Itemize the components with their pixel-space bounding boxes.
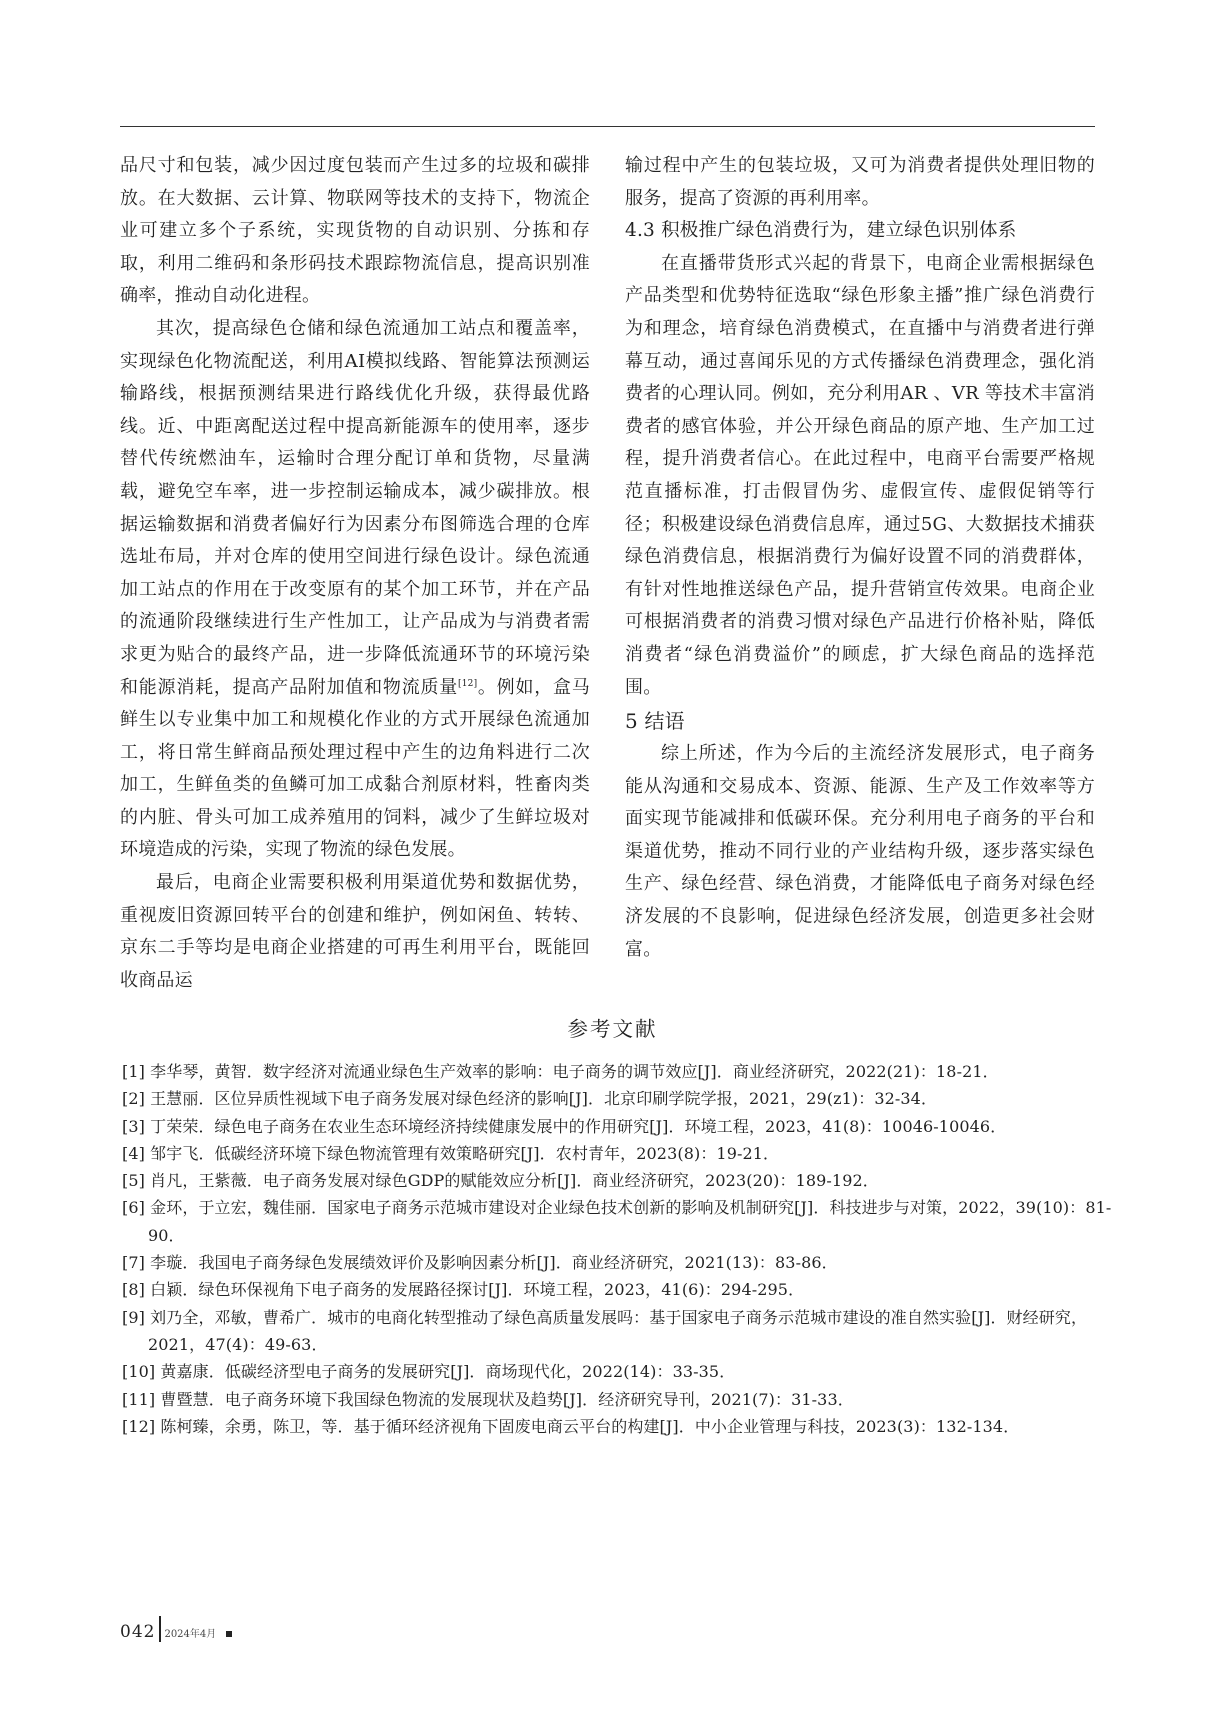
left-paragraph-continued: 品尺寸和包装，减少因过度包装而产生过多的垃圾和碳排放。在大数据、云计算、物联网等技术的支持下，物流企业可建立多个子系统，实现货物的自动识别、分拣和存取，利用二维码和条形码技术跟踪物流信息，提高识别准确率，推动自动化进程。	[120, 155, 590, 307]
right-paragraph-live-streaming: 在直播带货形式兴起的背景下，电商企业需根据绿色产品类型和优势特征选取“绿色形象主播”推广绿色消费行为和理念，培育绿色消费模式，在直播中与消费者进行弹幕互动，通过喜闻乐见的方式传播绿色消费理念，强化消费者的心理认同。例如，充分利用AR 、VR 等技术丰富消费者的感官体验，并公开绿色商品的原产地、生产加工过程，提升消费者信心。在此过程中，电商平台需要严格规范直播标准，打击假冒伪劣、虚假宣传、虚假促销等行径；积极建设绿色消费信息库，通过5G、大数据技术捕获绿色消费信息，根据消费行为偏好设置不同的消费群体，有针对性地推送绿色产品，提升营销宣传效果。电商企业可根据消费者的消费习惯对绿色产品进行价格补贴，降低消费者“绿色消费溢价”的顾虑，扩大绿色商品的选择范围。	[625, 252, 1095, 698]
left-paragraph-second	[120, 313, 590, 867]
right-paragraph-continued: 输过程中产生的包装垃圾，又可为消费者提供处理旧物的服务，提高了资源的再利用率。	[625, 155, 1095, 209]
reference-item: [7] 李璇．我国电子商务绿色发展绩效评价及影响因素分析[J]．商业经济研究，2021(13)：83-86．	[122, 1253, 838, 1273]
left-paragraph-second-text-b: 。例如，盒马鲜生以专业集中加工和规模化作业的方式开展绿色流通加工，将日常生鲜商品预处理过程中产生的边角料进行二次加工，生鲜鱼类的鱼鳞可加工成黏合剂原材料，牲畜肉类的内脏、骨头可加工成养殖用的饲料，减少了生鲜垃圾对环境造成的污染，实现了物流的绿色发展。	[120, 676, 590, 861]
square-bullet-icon	[226, 1631, 232, 1637]
header-rule	[120, 126, 1095, 127]
issue-date: 2024年4月	[164, 1629, 217, 1640]
reference-item: [5] 肖凡，王紫薇．电子商务发展对绿色GDP的赋能效应分析[J]．商业经济研究，2023(20)：189-192．	[122, 1171, 879, 1191]
reference-list	[122, 1058, 1122, 1440]
reference-item: [11] 曹暨慧．电子商务环境下我国绿色物流的发展现状及趋势[J]．经济研究导刊，2021(7)：31-33．	[122, 1389, 854, 1409]
reference-item: [8] 白颖．绿色环保视角下电子商务的发展路径探讨[J]．环境工程，2023，41(6)：294-295．	[122, 1280, 805, 1300]
section-heading-4-3: 4.3 积极推广绿色消费行为，建立绿色识别体系	[625, 220, 1017, 242]
left-column	[120, 150, 590, 997]
right-column	[625, 150, 1095, 966]
references-title: 参考文献	[567, 1017, 658, 1041]
right-paragraph-conclusion: 综上所述，作为今后的主流经济发展形式，电子商务能从沟通和交易成本、资源、能源、生产及工作效率等方面实现节能减排和低碳环保。充分利用电子商务的平台和渠道优势，推动不同行业的产业结构升级，逐步落实绿色生产、绿色经营、绿色消费，才能降低电子商务对绿色经济发展的不良影响，促进绿色经济发展，创造更多社会财富。	[625, 743, 1095, 960]
left-paragraph-second-text-a: 其次，提高绿色仓储和绿色流通加工站点和覆盖率，实现绿色化物流配送，利用AI模拟线路、智能算法预测运输路线，根据预测结果进行路线优化升级，获得最优路线。近、中距离配送过程中提高新能源车的使用率，逐步替代传统燃油车，运输时合理分配订单和货物，尽量满载，避免空车率，进一步控制运输成本，减少碳排放。根据运输数据和消费者偏好行为因素分布图筛选合理的仓库选址布局，并对仓库的使用空间进行绿色设计。绿色流通加工站点的作用在于改变原有的某个加工环节，并在产品的流通阶段继续进行生产性加工，让产品成为与消费者需求更为贴合的最终产品，进一步降低流通环节的环境污染和能源消耗，提高产品附加值和物流质量	[120, 317, 590, 698]
reference-item: [3] 丁荣荣．绿色电子商务在农业生态环境经济持续健康发展中的作用研究[J]．环境工程，2023，41(8)：10046-10046．	[122, 1116, 1007, 1136]
reference-item: [9] 刘乃全，邓敏，曹希广．城市的电商化转型推动了绿色高质量发展吗：基于国家电子商务示范城市建设的准自然实验[J]．财经研究，2021，47(4)：49-63．	[122, 1307, 1088, 1354]
reference-item: [4] 邹宇飞．低碳经济环境下绿色物流管理有效策略研究[J]．农村青年，2023(8)：19-21．	[122, 1143, 780, 1163]
citation-12[interactable]: [12]	[458, 678, 478, 689]
section-heading-5: 5 结语	[625, 709, 685, 734]
left-paragraph-third: 最后，电商企业需要积极利用渠道优势和数据优势，重视废旧资源回转平台的创建和维护，例如闲鱼、转转、京东二手等均是电商企业搭建的可再生利用平台，既能回收商品运	[120, 872, 590, 991]
page-number: 042	[120, 1622, 156, 1642]
reference-item: [12] 陈柯臻，余勇，陈卫，等．基于循环经济视角下固废电商云平台的构建[J]．中小企业管理与科技，2023(3)：132-134．	[122, 1416, 1020, 1436]
reference-item: [6] 金环，于立宏，魏佳丽．国家电子商务示范城市建设对企业绿色技术创新的影响及机制研究[J]．科技进步与对策，2022，39(10)：81-90．	[122, 1198, 1112, 1245]
footer-divider	[159, 1616, 161, 1642]
reference-item: [10] 黄嘉康．低碳经济型电子商务的发展研究[J]．商场现代化，2022(14)：33-35．	[122, 1362, 736, 1382]
reference-item: [1] 李华琴，黄智．数字经济对流通业绿色生产效率的影响：电子商务的调节效应[J]．商业经济研究，2022(21)：18-21．	[122, 1062, 999, 1081]
reference-item: [2] 王慧丽．区位异质性视域下电子商务发展对绿色经济的影响[J]．北京印刷学院学报，2021，29(z1)：32-34．	[122, 1089, 938, 1109]
page-footer	[120, 1612, 232, 1642]
